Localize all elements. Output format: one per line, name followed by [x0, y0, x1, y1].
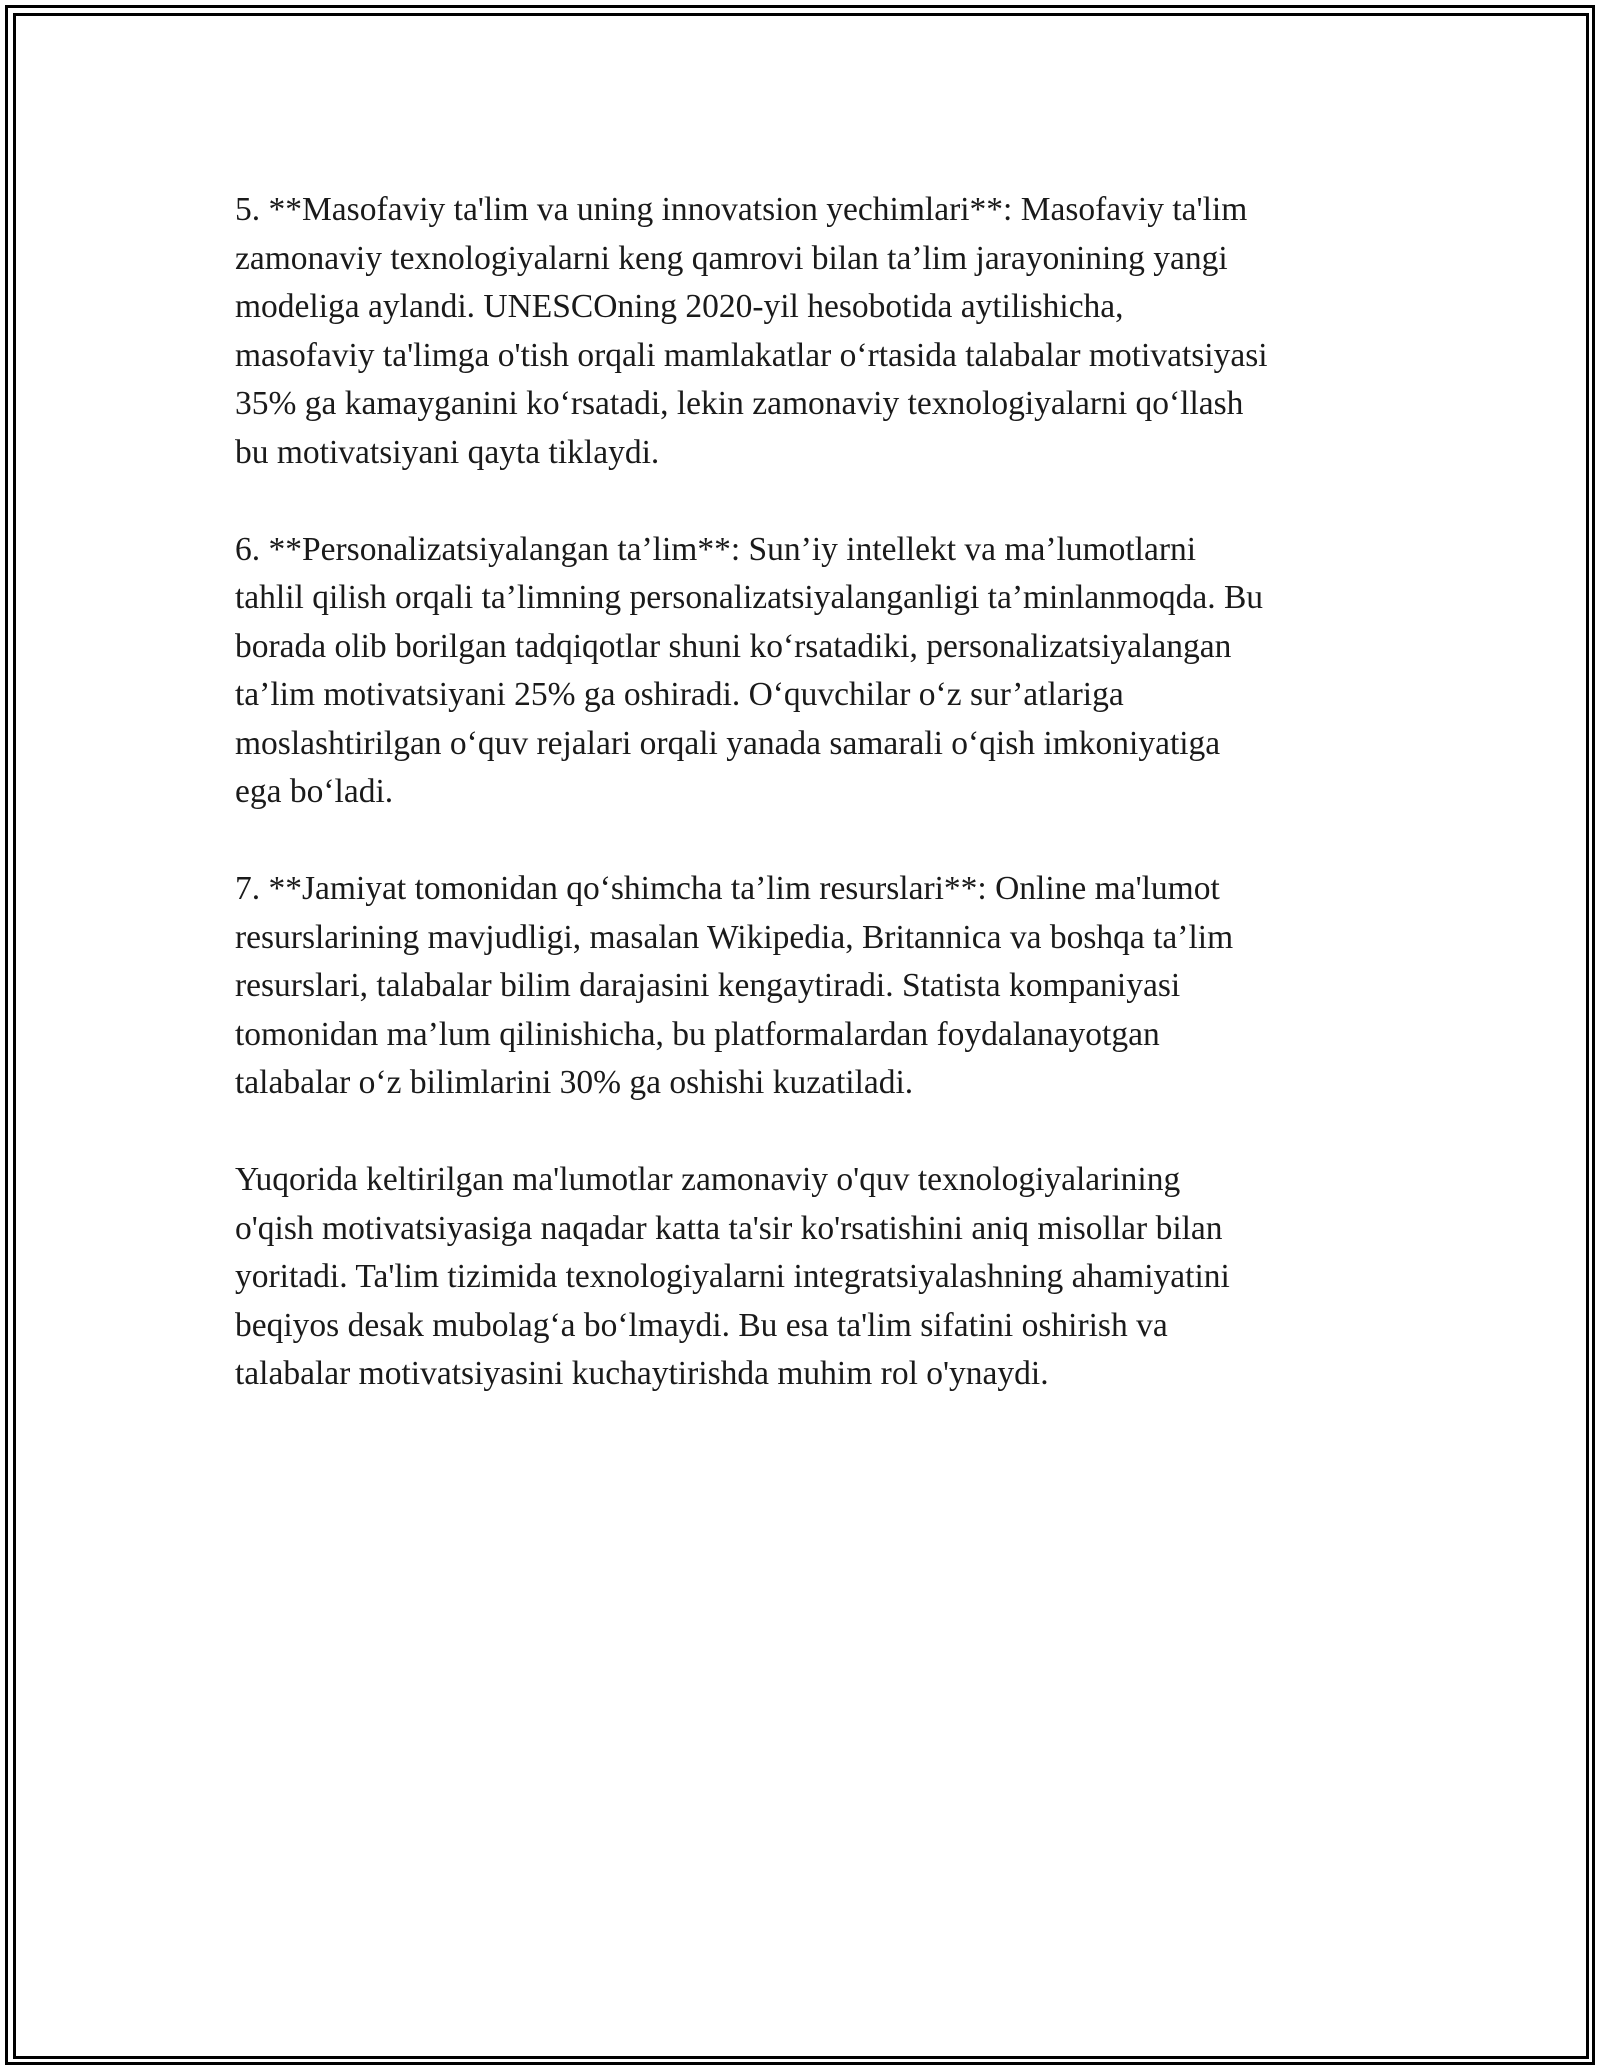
text-line: zamonaviy texnologiyalarni keng qamrovi bilan ta’lim jarayonining yangi	[235, 239, 1228, 277]
paragraph-additional-resources	[235, 865, 1375, 1108]
text-line: bu motivatsiyani qayta tiklaydi.	[235, 433, 660, 471]
text-line: beqiyos desak mubolag‘a bo‘lmaydi. Bu esa ta'lim sifatini oshirish va	[235, 1306, 1168, 1344]
document-body	[235, 186, 1375, 1447]
paragraph-conclusion	[235, 1156, 1375, 1399]
text-line: tahlil qilish orqali ta’limning personalizatsiyalanganligi ta’minlanmoqda. Bu	[235, 579, 1264, 616]
text-line: resurslari, talabalar bilim darajasini kengaytiradi. Statista kompaniyasi	[235, 967, 1181, 1004]
text-line: talabalar motivatsiyasini kuchaytirishda muhim rol o'ynaydi.	[235, 1355, 1049, 1392]
text-line: o'qish motivatsiyasiga naqadar katta ta'sir ko'rsatishini aniq misollar bilan	[235, 1209, 1223, 1247]
text-line: ega bo‘ladi.	[235, 773, 394, 810]
text-line: masofaviy ta'limga o'tish orqali mamlakatlar o‘rtasida talabalar motivatsiyasi	[235, 336, 1268, 374]
text-line: 5. **Masofaviy ta'lim va uning innovatsion yechimlari**: Masofaviy ta'lim	[235, 191, 1248, 228]
text-line: modeliga aylandi. UNESCOning 2020-yil hesobotida aytilishicha,	[235, 288, 1124, 325]
text-line: ta’lim motivatsiyani 25% ga oshiradi. O‘quvchilar o‘z sur’atlariga	[235, 676, 1124, 713]
paragraph-distance-learning	[235, 186, 1375, 477]
paragraph-personalized-learning	[235, 526, 1375, 817]
text-line: yoritadi. Ta'lim tizimida texnologiyalarni integratsiyalashning ahamiyatini	[235, 1258, 1230, 1295]
text-line: borada olib borilgan tadqiqotlar shuni ko‘rsatadiki, personalizatsiyalangan	[235, 627, 1232, 665]
text-line: 6. **Personalizatsiyalangan ta’lim**: Sun’iy intellekt va ma’lumotlarni	[235, 530, 1197, 568]
text-line: resurslarining mavjudligi, masalan Wikipedia, Britannica va boshqa ta’lim	[235, 918, 1234, 956]
text-line: moslashtirilgan o‘quv rejalari orqali yanada samarali o‘qish imkoniyatiga	[235, 724, 1221, 762]
text-line: 35% ga kamayganini ko‘rsatadi, lekin zamonaviy texnologiyalarni qo‘llash	[235, 385, 1244, 422]
text-line: tomonidan ma’lum qilinishicha, bu platformalardan foydalanayotgan	[235, 1015, 1160, 1053]
text-line: 7. **Jamiyat tomonidan qo‘shimcha ta’lim resurslari**: Online ma'lumot	[235, 870, 1220, 907]
text-line: talabalar o‘z bilimlarini 30% ga oshishi kuzatiladi.	[235, 1064, 914, 1101]
text-line: Yuqorida keltirilgan ma'lumotlar zamonaviy o'quv texnologiyalarining	[235, 1161, 1181, 1198]
